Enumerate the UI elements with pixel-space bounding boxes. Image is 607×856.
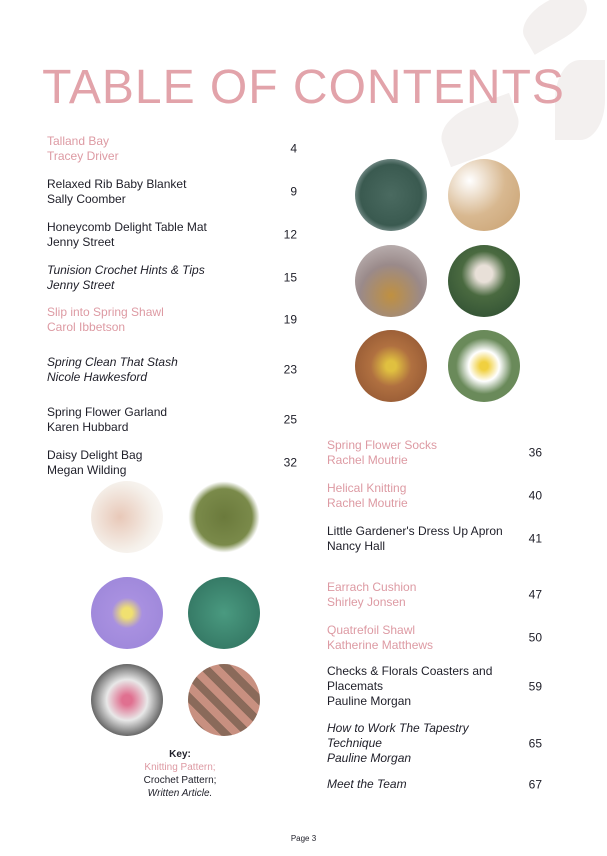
entry-page-number: 9 bbox=[290, 184, 297, 199]
toc-entry[interactable] bbox=[47, 305, 307, 335]
entry-author: Nancy Hall bbox=[327, 539, 386, 553]
entry-page-number: 25 bbox=[283, 412, 297, 427]
entry-page-number: 19 bbox=[283, 312, 297, 327]
entry-page-number: 23 bbox=[283, 362, 297, 377]
toc-entry[interactable] bbox=[47, 134, 307, 164]
photo-shawl bbox=[188, 577, 260, 649]
entry-title: Slip into Spring Shawl bbox=[47, 305, 164, 319]
entry-page-number: 41 bbox=[528, 531, 542, 546]
entry-title: Checks & Florals Coasters and Placemats bbox=[327, 664, 493, 693]
key-knitting: Knitting Pattern; bbox=[144, 762, 216, 773]
entry-page-number: 4 bbox=[290, 141, 297, 156]
key-crochet: Crochet Pattern; bbox=[143, 775, 217, 786]
entry-page-number: 59 bbox=[528, 679, 542, 693]
entry-author: Jenny Street bbox=[47, 278, 115, 292]
photo-cushion bbox=[91, 577, 163, 649]
entry-title: Spring Flower Socks bbox=[327, 438, 438, 452]
toc-entry[interactable] bbox=[327, 524, 552, 554]
page-title: TABLE OF CONTENTS bbox=[42, 61, 565, 114]
photo-garland bbox=[355, 330, 427, 402]
toc-entry[interactable] bbox=[327, 721, 552, 766]
entry-author: Tracey Driver bbox=[47, 149, 119, 163]
legend-key bbox=[120, 748, 240, 800]
entry-page-number: 47 bbox=[528, 587, 542, 602]
entry-page-number: 65 bbox=[528, 736, 542, 750]
key-heading: Key: bbox=[169, 749, 191, 760]
entry-page-number: 36 bbox=[528, 445, 542, 460]
toc-entry[interactable] bbox=[327, 623, 552, 653]
entry-title: Quatrefoil Shawl bbox=[327, 623, 416, 637]
toc-entry[interactable] bbox=[327, 481, 552, 511]
toc-entry[interactable] bbox=[47, 355, 307, 385]
toc-entry[interactable] bbox=[47, 263, 307, 293]
entry-author: Megan Wilding bbox=[47, 463, 127, 477]
entry-title: How to Work The Tapestry Technique bbox=[327, 721, 469, 750]
entry-page-number: 50 bbox=[528, 630, 542, 645]
entry-author: Sally Coomber bbox=[47, 192, 126, 206]
toc-entry[interactable] bbox=[47, 177, 307, 207]
toc-entry[interactable] bbox=[47, 405, 307, 435]
toc-entry[interactable] bbox=[327, 664, 552, 709]
key-article: Written Article. bbox=[147, 788, 213, 799]
entry-author: Nicole Hawkesford bbox=[47, 370, 148, 384]
toc-entry[interactable] bbox=[327, 438, 552, 468]
toc-entry[interactable] bbox=[327, 777, 552, 792]
photo-top bbox=[355, 159, 427, 231]
entry-page-number: 40 bbox=[528, 488, 542, 503]
photo-coaster bbox=[91, 664, 163, 736]
photo-daisy-bag bbox=[448, 330, 520, 402]
leaf-decoration bbox=[515, 0, 596, 55]
entry-title: Relaxed Rib Baby Blanket bbox=[47, 177, 187, 191]
entry-author: Pauline Morgan bbox=[327, 751, 412, 765]
photo-socks bbox=[91, 481, 163, 553]
entry-title: Spring Flower Garland bbox=[47, 405, 168, 419]
entry-page-number: 15 bbox=[283, 270, 297, 285]
entry-author: Karen Hubbard bbox=[47, 420, 129, 434]
entry-author: Pauline Morgan bbox=[327, 694, 412, 708]
toc-entry[interactable] bbox=[327, 580, 552, 610]
entry-title: Helical Knitting bbox=[327, 481, 407, 495]
toc-entry[interactable] bbox=[47, 220, 307, 250]
entry-author: Jenny Street bbox=[47, 235, 115, 249]
entry-title: Meet the Team bbox=[327, 777, 407, 791]
entry-title: Tunision Crochet Hints & Tips bbox=[47, 263, 205, 277]
entry-title: Little Gardener's Dress Up Apron bbox=[327, 524, 503, 538]
entry-page-number: 32 bbox=[283, 455, 297, 470]
photo-blanket bbox=[448, 159, 520, 231]
entry-title: Spring Clean That Stash bbox=[47, 355, 178, 369]
entry-title: Talland Bay bbox=[47, 134, 110, 148]
photo-table-mat bbox=[355, 245, 427, 317]
entry-title: Earrach Cushion bbox=[327, 580, 417, 594]
entry-author: Rachel Moutrie bbox=[327, 453, 408, 467]
entry-page-number: 67 bbox=[528, 777, 542, 791]
entry-author: Katherine Matthews bbox=[327, 638, 434, 652]
entry-author: Shirley Jonsen bbox=[327, 595, 406, 609]
photo-author bbox=[448, 245, 520, 317]
page-number: Page 3 bbox=[290, 834, 317, 843]
entry-title: Honeycomb Delight Table Mat bbox=[47, 220, 207, 234]
photo-apron bbox=[188, 481, 260, 553]
entry-title: Daisy Delight Bag bbox=[47, 448, 143, 462]
entry-page-number: 12 bbox=[283, 227, 297, 242]
entry-author: Carol Ibbetson bbox=[47, 320, 126, 334]
toc-entry[interactable] bbox=[47, 448, 307, 478]
photo-team bbox=[188, 664, 260, 736]
entry-author: Rachel Moutrie bbox=[327, 496, 408, 510]
